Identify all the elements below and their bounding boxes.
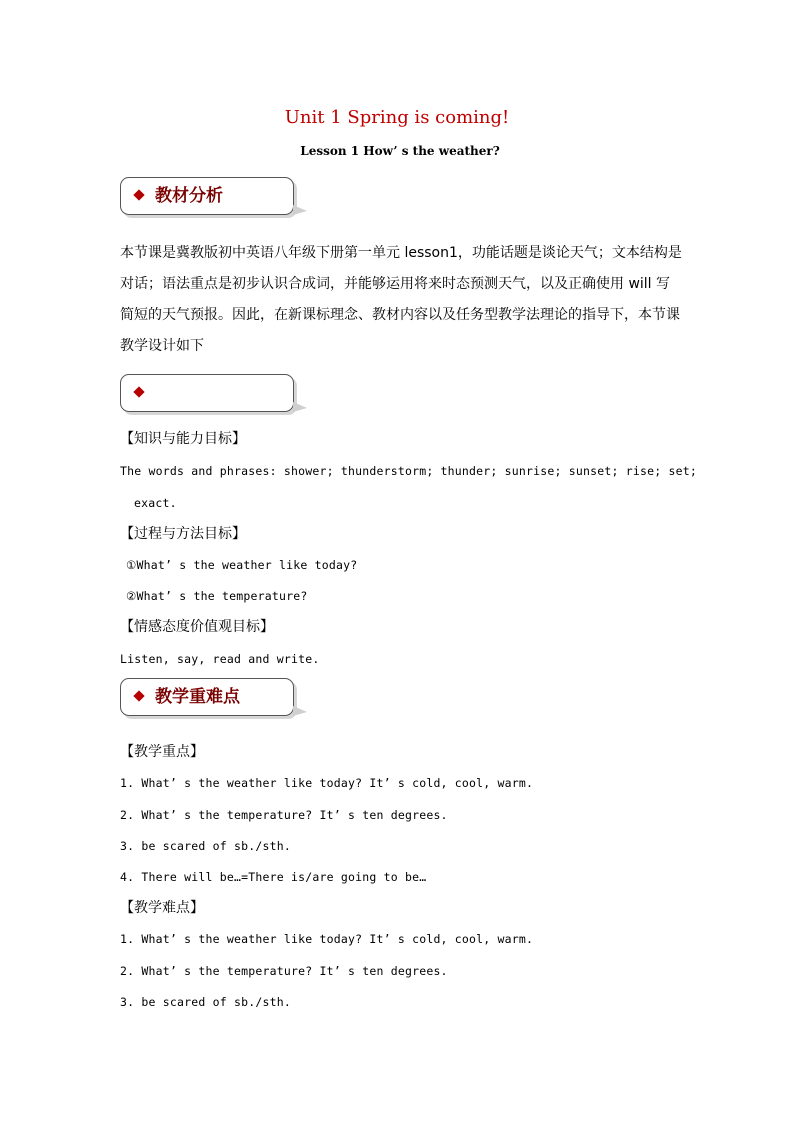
teaching-difficulty-item: 3. be scared of sb./sth. [120, 995, 291, 1009]
teaching-difficulty-label: 【教学难点】 [120, 900, 204, 916]
section-banner-goals [120, 374, 294, 412]
unit-title: Unit 1 Spring is coming! [284, 107, 510, 128]
teaching-focus-item: 2. What’ s the temperature? It’ s ten degrees. [120, 808, 448, 822]
paragraph-line: 教学设计如下 [120, 338, 204, 354]
knowledge-goal-line: exact. [134, 496, 177, 510]
analysis-paragraph [120, 238, 680, 362]
diamond-bullet-icon [133, 189, 144, 200]
section-banner-keypoints [120, 678, 294, 716]
process-goal-item: ①What’ s the weather like today? [126, 558, 358, 572]
teaching-difficulty-item: 1. What’ s the weather like today? It’ s cold, cool, warm. [120, 932, 534, 946]
banner-tail-shape [293, 402, 307, 412]
teaching-focus-item: 1. What’ s the weather like today? It’ s cold, cool, warm. [120, 776, 534, 790]
emotion-goal-text: Listen, say, read and write. [120, 652, 320, 666]
section-heading-analysis: 教材分析 [155, 186, 223, 206]
diamond-bullet-icon [133, 386, 144, 397]
section-banner-analysis [120, 177, 294, 215]
teaching-focus-label: 【教学重点】 [120, 744, 204, 760]
section-heading-keypoints: 教学重难点 [155, 687, 240, 707]
teaching-difficulty-item: 2. What’ s the temperature? It’ s ten degrees. [120, 964, 448, 978]
process-goal-item: ②What’ s the temperature? [126, 589, 308, 603]
teaching-focus-item: 3. be scared of sb./sth. [120, 839, 291, 853]
knowledge-goal-label: 【知识与能力目标】 [120, 431, 246, 447]
diamond-bullet-icon [133, 690, 144, 701]
teaching-focus-item: 4. There will be…=There is/are going to be… [120, 870, 427, 884]
lesson-subtitle: Lesson 1 How’ s the weather? [300, 144, 500, 158]
banner-tail-shape [293, 205, 307, 215]
paragraph-line: 简短的天气预报。因此，在新课标理念、教材内容以及任务型教学法理论的指导下，本节课 [120, 307, 680, 323]
emotion-goal-label: 【情感态度价值观目标】 [120, 619, 274, 635]
banner-tail-shape [293, 706, 307, 716]
paragraph-line: 本节课是冀教版初中英语八年级下册第一单元 lesson1，功能话题是谈论天气；文本结构是 [120, 245, 682, 261]
paragraph-line: 对话；语法重点是初步认识合成词，并能够运用将来时态预测天气，以及正确使用 will 写 [120, 276, 671, 292]
process-goal-label: 【过程与方法目标】 [120, 526, 246, 542]
knowledge-goal-line: The words and phrases: shower; thunderstorm; thunder; sunrise; sunset; rise; set; [120, 464, 698, 478]
